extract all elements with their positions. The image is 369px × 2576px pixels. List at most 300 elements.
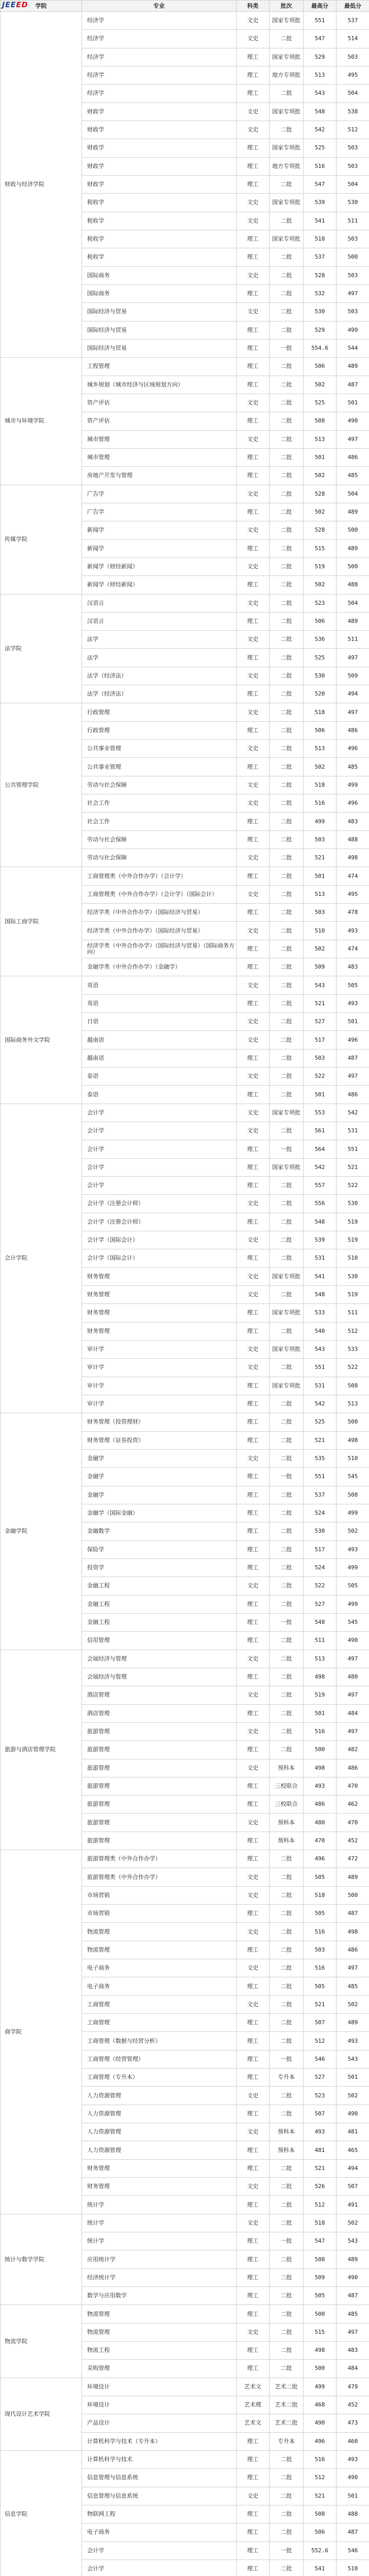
max-score-cell: 519	[304, 1686, 337, 1704]
batch-cell: 二批	[270, 212, 304, 230]
table-row	[1, 1104, 369, 1122]
max-score-cell: 541	[304, 2560, 337, 2576]
min-score-cell: 537	[337, 12, 369, 30]
min-score-cell: 503	[337, 48, 369, 66]
batch-cell: 二批	[270, 721, 304, 739]
batch-cell: 二批	[270, 1886, 304, 1904]
max-score-cell: 547	[304, 175, 337, 193]
batch-cell: 二批	[270, 631, 304, 649]
category-cell: 理工	[237, 1377, 270, 1395]
category-cell: 文史	[237, 394, 270, 412]
category-cell: 文史	[237, 1122, 270, 1140]
major-cell: 经济学	[82, 12, 237, 30]
category-cell: 理工	[237, 2305, 270, 2323]
batch-cell: 二批	[270, 175, 304, 193]
category-cell: 文史	[237, 1959, 270, 1977]
min-score-cell: 501	[337, 1013, 369, 1031]
max-score-cell: 543	[304, 976, 337, 994]
min-score-cell: 452	[337, 1832, 369, 1850]
min-score-cell: 500	[337, 521, 369, 539]
min-score-cell: 452	[337, 2396, 369, 2414]
min-score-cell: 487	[337, 2523, 369, 2541]
batch-cell: 一批	[270, 2232, 304, 2250]
batch-cell: 二批	[270, 849, 304, 867]
batch-cell: 二批	[270, 1850, 304, 1868]
batch-cell: 二批	[270, 2305, 304, 2323]
major-cell: 财政学	[82, 103, 237, 121]
min-score-cell: 465	[337, 2141, 369, 2159]
max-score-cell: 513	[304, 885, 337, 903]
min-score-cell: 508	[337, 1377, 369, 1395]
batch-cell: 二批	[270, 1067, 304, 1086]
min-score-cell: 482	[337, 1741, 369, 1759]
min-score-cell: 503	[337, 266, 369, 284]
category-cell: 理工	[237, 2450, 270, 2468]
college-cell: 城市与环境学院	[1, 358, 82, 485]
max-score-cell: 530	[304, 667, 337, 685]
batch-cell: 艺术二批	[270, 2396, 304, 2414]
major-cell: 财务管理	[82, 1285, 237, 1303]
batch-cell: 二批	[270, 940, 304, 958]
header-batch: 批次	[270, 1, 304, 12]
min-score-cell: 499	[337, 1504, 369, 1522]
batch-cell: 二批	[270, 1868, 304, 1886]
batch-cell: 二批	[270, 358, 304, 376]
major-cell: 旅游管理类（中外合作办学）	[82, 1850, 237, 1868]
college-cell: 统计与数学学院	[1, 2214, 82, 2305]
batch-cell: 二批	[270, 557, 304, 575]
min-score-cell: 489	[337, 503, 369, 521]
max-score-cell: 518	[304, 703, 337, 721]
major-cell: 经济学	[82, 48, 237, 66]
max-score-cell: 526	[304, 2178, 337, 2196]
batch-cell: 二批	[270, 976, 304, 994]
batch-cell: 二批	[270, 2523, 304, 2541]
min-score-cell: 503	[337, 303, 369, 321]
batch-cell: 国家专项批	[270, 48, 304, 66]
category-cell: 理工	[237, 1595, 270, 1613]
max-score-cell: 498	[304, 2342, 337, 2360]
batch-cell: 二批	[270, 885, 304, 903]
min-score-cell: 494	[337, 2159, 369, 2177]
category-cell: 理工	[237, 1741, 270, 1759]
batch-cell: 二批	[270, 740, 304, 758]
min-score-cell: 504	[337, 84, 369, 103]
category-cell: 理工	[237, 2069, 270, 2087]
category-cell: 文史	[237, 1650, 270, 1668]
category-cell: 理工	[237, 2505, 270, 2523]
category-cell: 理工	[237, 1977, 270, 1995]
batch-cell: 预科本	[270, 2141, 304, 2159]
major-cell: 金融学类（中外合作办学）（金融学）	[82, 958, 237, 976]
category-cell: 理工	[237, 376, 270, 394]
major-cell: 汉语言	[82, 612, 237, 630]
category-cell: 文史	[237, 194, 270, 212]
major-cell: 旅游管理	[82, 1741, 237, 1759]
major-cell: 经济学类（中外合作办学）（国际经济与贸易）（国际商务方向）	[82, 940, 237, 958]
batch-cell: 二批	[270, 1431, 304, 1449]
major-cell: 广告学	[82, 485, 237, 503]
batch-cell: 国家专项批	[270, 230, 304, 248]
min-score-cell: 497	[337, 430, 369, 448]
batch-cell: 一批	[270, 339, 304, 357]
max-score-cell: 521	[304, 1995, 337, 2013]
category-cell: 理工	[237, 412, 270, 430]
major-cell: 城市管理	[82, 430, 237, 448]
category-cell: 理工	[237, 1795, 270, 1814]
category-cell: 文史	[237, 922, 270, 940]
max-score-cell: 503	[304, 1941, 337, 1959]
batch-cell: 二批	[270, 1540, 304, 1558]
category-cell: 理工	[237, 2287, 270, 2305]
major-cell: 会计学	[82, 1104, 237, 1122]
major-cell: 资产评估	[82, 394, 237, 412]
major-cell: 城乡规划（城市经济与区域规划方向）	[82, 376, 237, 394]
min-score-cell: 545	[337, 1468, 369, 1486]
major-cell: 旅游管理	[82, 1814, 237, 1832]
min-score-cell: 470	[337, 1777, 369, 1795]
major-cell: 国际经济与贸易	[82, 339, 237, 357]
batch-cell: 二批	[270, 2323, 304, 2341]
category-cell: 文史	[237, 1722, 270, 1740]
max-score-cell: 529	[304, 321, 337, 339]
category-cell: 文史	[237, 740, 270, 758]
table-row	[1, 2450, 369, 2468]
table-row	[1, 1650, 369, 1668]
header-min-score: 最低分	[337, 1, 369, 12]
category-cell: 理工	[237, 1304, 270, 1322]
batch-cell: 二批	[270, 758, 304, 776]
major-cell: 保险学	[82, 1540, 237, 1558]
category-cell: 理工	[237, 1850, 270, 1868]
batch-cell: 国家专项批	[270, 12, 304, 30]
major-cell: 工商管理类（中外合作办学）（会计学）	[82, 867, 237, 885]
category-cell: 理工	[237, 1158, 270, 1176]
max-score-cell: 531	[304, 1377, 337, 1395]
max-score-cell: 527	[304, 1013, 337, 1031]
batch-cell: 预科本	[270, 1832, 304, 1850]
max-score-cell: 496	[304, 1850, 337, 1868]
category-cell: 文史	[237, 1231, 270, 1249]
min-score-cell: 513	[337, 1395, 369, 1413]
category-cell: 理工	[237, 448, 270, 466]
table-row	[1, 703, 369, 721]
category-cell: 理工	[237, 1486, 270, 1504]
batch-cell: 二批	[270, 1486, 304, 1504]
category-cell: 理工	[237, 84, 270, 103]
major-cell: 投资学	[82, 1558, 237, 1577]
table-row	[1, 2305, 369, 2323]
category-cell: 理工	[237, 721, 270, 739]
batch-cell: 国家专项批	[270, 194, 304, 212]
category-cell: 文史	[237, 1759, 270, 1777]
min-score-cell: 495	[337, 885, 369, 903]
category-cell: 理工	[237, 1540, 270, 1558]
major-cell: 数学与应用数学	[82, 2287, 237, 2305]
min-score-cell: 501	[337, 2069, 369, 2087]
min-score-cell: 499	[337, 321, 369, 339]
major-cell: 法学（经济法）	[82, 667, 237, 685]
batch-cell: 二批	[270, 1413, 304, 1431]
max-score-cell: 527	[304, 1595, 337, 1613]
min-score-cell: 499	[337, 776, 369, 794]
category-cell: 文史	[237, 2323, 270, 2341]
min-score-cell: 497	[337, 284, 369, 302]
category-cell: 理工	[237, 2159, 270, 2177]
batch-cell: 国家专项批	[270, 1104, 304, 1122]
min-score-cell: 490	[337, 2105, 369, 2123]
major-cell: 统计学	[82, 2232, 237, 2250]
major-cell: 会展经济与管理	[82, 1650, 237, 1668]
category-cell: 文史	[237, 521, 270, 539]
min-score-cell: 483	[337, 2342, 369, 2360]
major-cell: 统计学	[82, 2214, 237, 2232]
category-cell: 文史	[237, 703, 270, 721]
category-cell: 文史	[237, 667, 270, 685]
max-score-cell: 525	[304, 394, 337, 412]
batch-cell: 预科本	[270, 2123, 304, 2141]
batch-cell: 二批	[270, 2250, 304, 2268]
batch-cell: 二批	[270, 485, 304, 503]
batch-cell: 国家专项批	[270, 103, 304, 121]
min-score-cell: 530	[337, 1195, 369, 1213]
min-score-cell: 480	[337, 1668, 369, 1686]
min-score-cell: 493	[337, 994, 369, 1012]
batch-cell: 二批	[270, 503, 304, 521]
max-score-cell: 508	[304, 2250, 337, 2268]
major-cell: 国际商务	[82, 284, 237, 302]
batch-cell: 国家专项批	[270, 1304, 304, 1322]
batch-cell: 二批	[270, 248, 304, 266]
category-cell: 理工	[237, 904, 270, 922]
min-score-cell: 503	[337, 230, 369, 248]
max-score-cell: 505	[304, 1905, 337, 1923]
batch-cell: 二批	[270, 1086, 304, 1104]
max-score-cell: 505	[304, 1977, 337, 1995]
college-cell: 公共管理学院	[1, 703, 82, 867]
category-cell: 理工	[237, 157, 270, 175]
batch-cell: 一批	[270, 1140, 304, 1158]
major-cell: 旅游管理	[82, 1722, 237, 1740]
max-score-cell: 543	[304, 1340, 337, 1358]
major-cell: 公共事业管理	[82, 758, 237, 776]
min-score-cell: 511	[337, 631, 369, 649]
category-cell: 文史	[237, 1886, 270, 1904]
min-score-cell: 543	[337, 2232, 369, 2250]
min-score-cell: 483	[337, 812, 369, 831]
college-cell: 国际商务外文学院	[1, 976, 82, 1104]
max-score-cell: 518	[304, 1886, 337, 1904]
min-score-cell: 487	[337, 1049, 369, 1067]
major-cell: 税收学	[82, 230, 237, 248]
min-score-cell: 505	[337, 976, 369, 994]
category-cell: 理工	[237, 1632, 270, 1650]
major-cell: 审计学	[82, 1377, 237, 1395]
min-score-cell: 511	[337, 1304, 369, 1322]
batch-cell: 二批	[270, 321, 304, 339]
category-cell: 理工	[237, 1704, 270, 1722]
max-score-cell: 493	[304, 2123, 337, 2141]
min-score-cell: 519	[337, 1231, 369, 1249]
min-score-cell: 488	[337, 576, 369, 594]
min-score-cell: 483	[337, 958, 369, 976]
batch-cell: 二批	[270, 576, 304, 594]
max-score-cell: 481	[304, 2141, 337, 2159]
batch-cell: 二批	[270, 958, 304, 976]
batch-cell: 二批	[270, 1031, 304, 1049]
batch-cell: 二批	[270, 121, 304, 139]
min-score-cell: 542	[337, 1104, 369, 1122]
batch-cell: 二批	[270, 2342, 304, 2360]
max-score-cell: 516	[304, 1959, 337, 1977]
min-score-cell: 546	[337, 2541, 369, 2560]
min-score-cell: 496	[337, 794, 369, 812]
min-score-cell: 497	[337, 1959, 369, 1977]
max-score-cell: 528	[304, 266, 337, 284]
batch-cell: 二批	[270, 376, 304, 394]
batch-cell: 二批	[270, 448, 304, 466]
max-score-cell: 521	[304, 994, 337, 1012]
category-cell: 理工	[237, 2250, 270, 2268]
max-score-cell: 523	[304, 594, 337, 612]
batch-cell: 二批	[270, 994, 304, 1012]
min-score-cell: 487	[337, 376, 369, 394]
batch-cell: 国家专项批	[270, 1340, 304, 1358]
max-score-cell: 547	[304, 2232, 337, 2250]
category-cell: 理工	[237, 1086, 270, 1104]
category-cell: 理工	[237, 139, 270, 157]
max-score-cell: 513	[304, 430, 337, 448]
min-score-cell: 493	[337, 922, 369, 940]
min-score-cell: 519	[337, 1285, 369, 1303]
table-row	[1, 12, 369, 30]
batch-cell: 艺术二批	[270, 2414, 304, 2432]
min-score-cell: 545	[337, 1613, 369, 1631]
max-score-cell: 513	[304, 66, 337, 84]
category-cell: 理工	[237, 358, 270, 376]
major-cell: 财政学	[82, 157, 237, 175]
category-cell: 理工	[237, 2432, 270, 2450]
category-cell: 理工	[237, 994, 270, 1012]
max-score-cell: 518	[304, 776, 337, 794]
major-cell: 社会工作	[82, 794, 237, 812]
batch-cell: 二批	[270, 1704, 304, 1722]
batch-cell: 专升本	[270, 2432, 304, 2450]
major-cell: 越南语	[82, 1031, 237, 1049]
major-cell: 统计学	[82, 2196, 237, 2214]
min-score-cell: 494	[337, 685, 369, 703]
major-cell: 会计学（国际会计）	[82, 1249, 237, 1267]
category-cell: 文史	[237, 1285, 270, 1303]
min-score-cell: 489	[337, 612, 369, 630]
major-cell: 物流管理	[82, 2323, 237, 2341]
min-score-cell: 511	[337, 212, 369, 230]
major-cell: 信息管理与信息系统	[82, 2469, 237, 2487]
college-cell: 现代设计艺术学院	[1, 2378, 82, 2450]
batch-cell: 二批	[270, 776, 304, 794]
category-cell: 理工	[237, 1613, 270, 1631]
max-score-cell: 516	[304, 157, 337, 175]
batch-cell: 三校联合	[270, 1777, 304, 1795]
min-score-cell: 479	[337, 2378, 369, 2396]
major-cell: 物流管理	[82, 1941, 237, 1959]
category-cell: 理工	[237, 1522, 270, 1540]
major-cell: 财政学	[82, 139, 237, 157]
min-score-cell: 472	[337, 1850, 369, 1868]
max-score-cell: 493	[304, 1777, 337, 1795]
major-cell: 泰语	[82, 1067, 237, 1086]
table-row	[1, 1413, 369, 1431]
max-score-cell: 530	[304, 1522, 337, 1540]
major-cell: 财务管理	[82, 2178, 237, 2196]
header-max-score: 最高分	[304, 1, 337, 12]
category-cell: 理工	[237, 2232, 270, 2250]
major-cell: 环境设计	[82, 2378, 237, 2396]
major-cell: 信息管理与信息系统	[82, 2487, 237, 2505]
category-cell: 文史	[237, 631, 270, 649]
table-row	[1, 2378, 369, 2396]
min-score-cell: 489	[337, 539, 369, 557]
max-score-cell: 548	[304, 1285, 337, 1303]
batch-cell: 二批	[270, 904, 304, 922]
max-score-cell: 522	[304, 1577, 337, 1595]
major-cell: 物联网工程	[82, 2505, 237, 2523]
category-cell: 理工	[237, 1905, 270, 1923]
major-cell: 金融学（国际金融）	[82, 1504, 237, 1522]
max-score-cell: 508	[304, 412, 337, 430]
batch-cell: 二批	[270, 412, 304, 430]
major-cell: 人力资源管理	[82, 2105, 237, 2123]
major-cell: 物流工程	[82, 2342, 237, 2360]
major-cell: 公共事业管理	[82, 740, 237, 758]
max-score-cell: 522	[304, 1067, 337, 1086]
category-cell: 文史	[237, 2487, 270, 2505]
category-cell: 文史	[237, 212, 270, 230]
category-cell: 文史	[237, 1031, 270, 1049]
batch-cell: 二批	[270, 521, 304, 539]
max-score-cell: 512	[304, 2469, 337, 2487]
min-score-cell: 489	[337, 2250, 369, 2268]
category-cell: 文史	[237, 1814, 270, 1832]
max-score-cell: 521	[304, 849, 337, 867]
min-score-cell: 501	[337, 2487, 369, 2505]
college-cell: 法学院	[1, 594, 82, 703]
category-cell: 艺术文	[237, 2378, 270, 2396]
major-cell: 环境设计	[82, 2396, 237, 2414]
batch-cell: 二批	[270, 794, 304, 812]
max-score-cell: 506	[304, 612, 337, 630]
category-cell: 文史	[237, 1195, 270, 1213]
category-cell: 理工	[237, 230, 270, 248]
major-cell: 金融工程	[82, 1577, 237, 1595]
min-score-cell: 491	[337, 2196, 369, 2214]
batch-cell: 二批	[270, 667, 304, 685]
major-cell: 国际商务	[82, 266, 237, 284]
category-cell: 文史	[237, 594, 270, 612]
min-score-cell: 474	[337, 867, 369, 885]
max-score-cell: 516	[304, 2450, 337, 2468]
table-header-row	[1, 1, 369, 12]
batch-cell: 二批	[270, 831, 304, 849]
category-cell: 文史	[237, 1868, 270, 1886]
major-cell: 工商管理（数据与经营分析）	[82, 2032, 237, 2050]
max-score-cell: 518	[304, 2214, 337, 2232]
major-cell: 旅游管理	[82, 1759, 237, 1777]
category-cell: 理工	[237, 339, 270, 357]
category-cell: 文史	[237, 12, 270, 30]
batch-cell: 二批	[270, 1977, 304, 1995]
max-score-cell: 548	[304, 1613, 337, 1631]
